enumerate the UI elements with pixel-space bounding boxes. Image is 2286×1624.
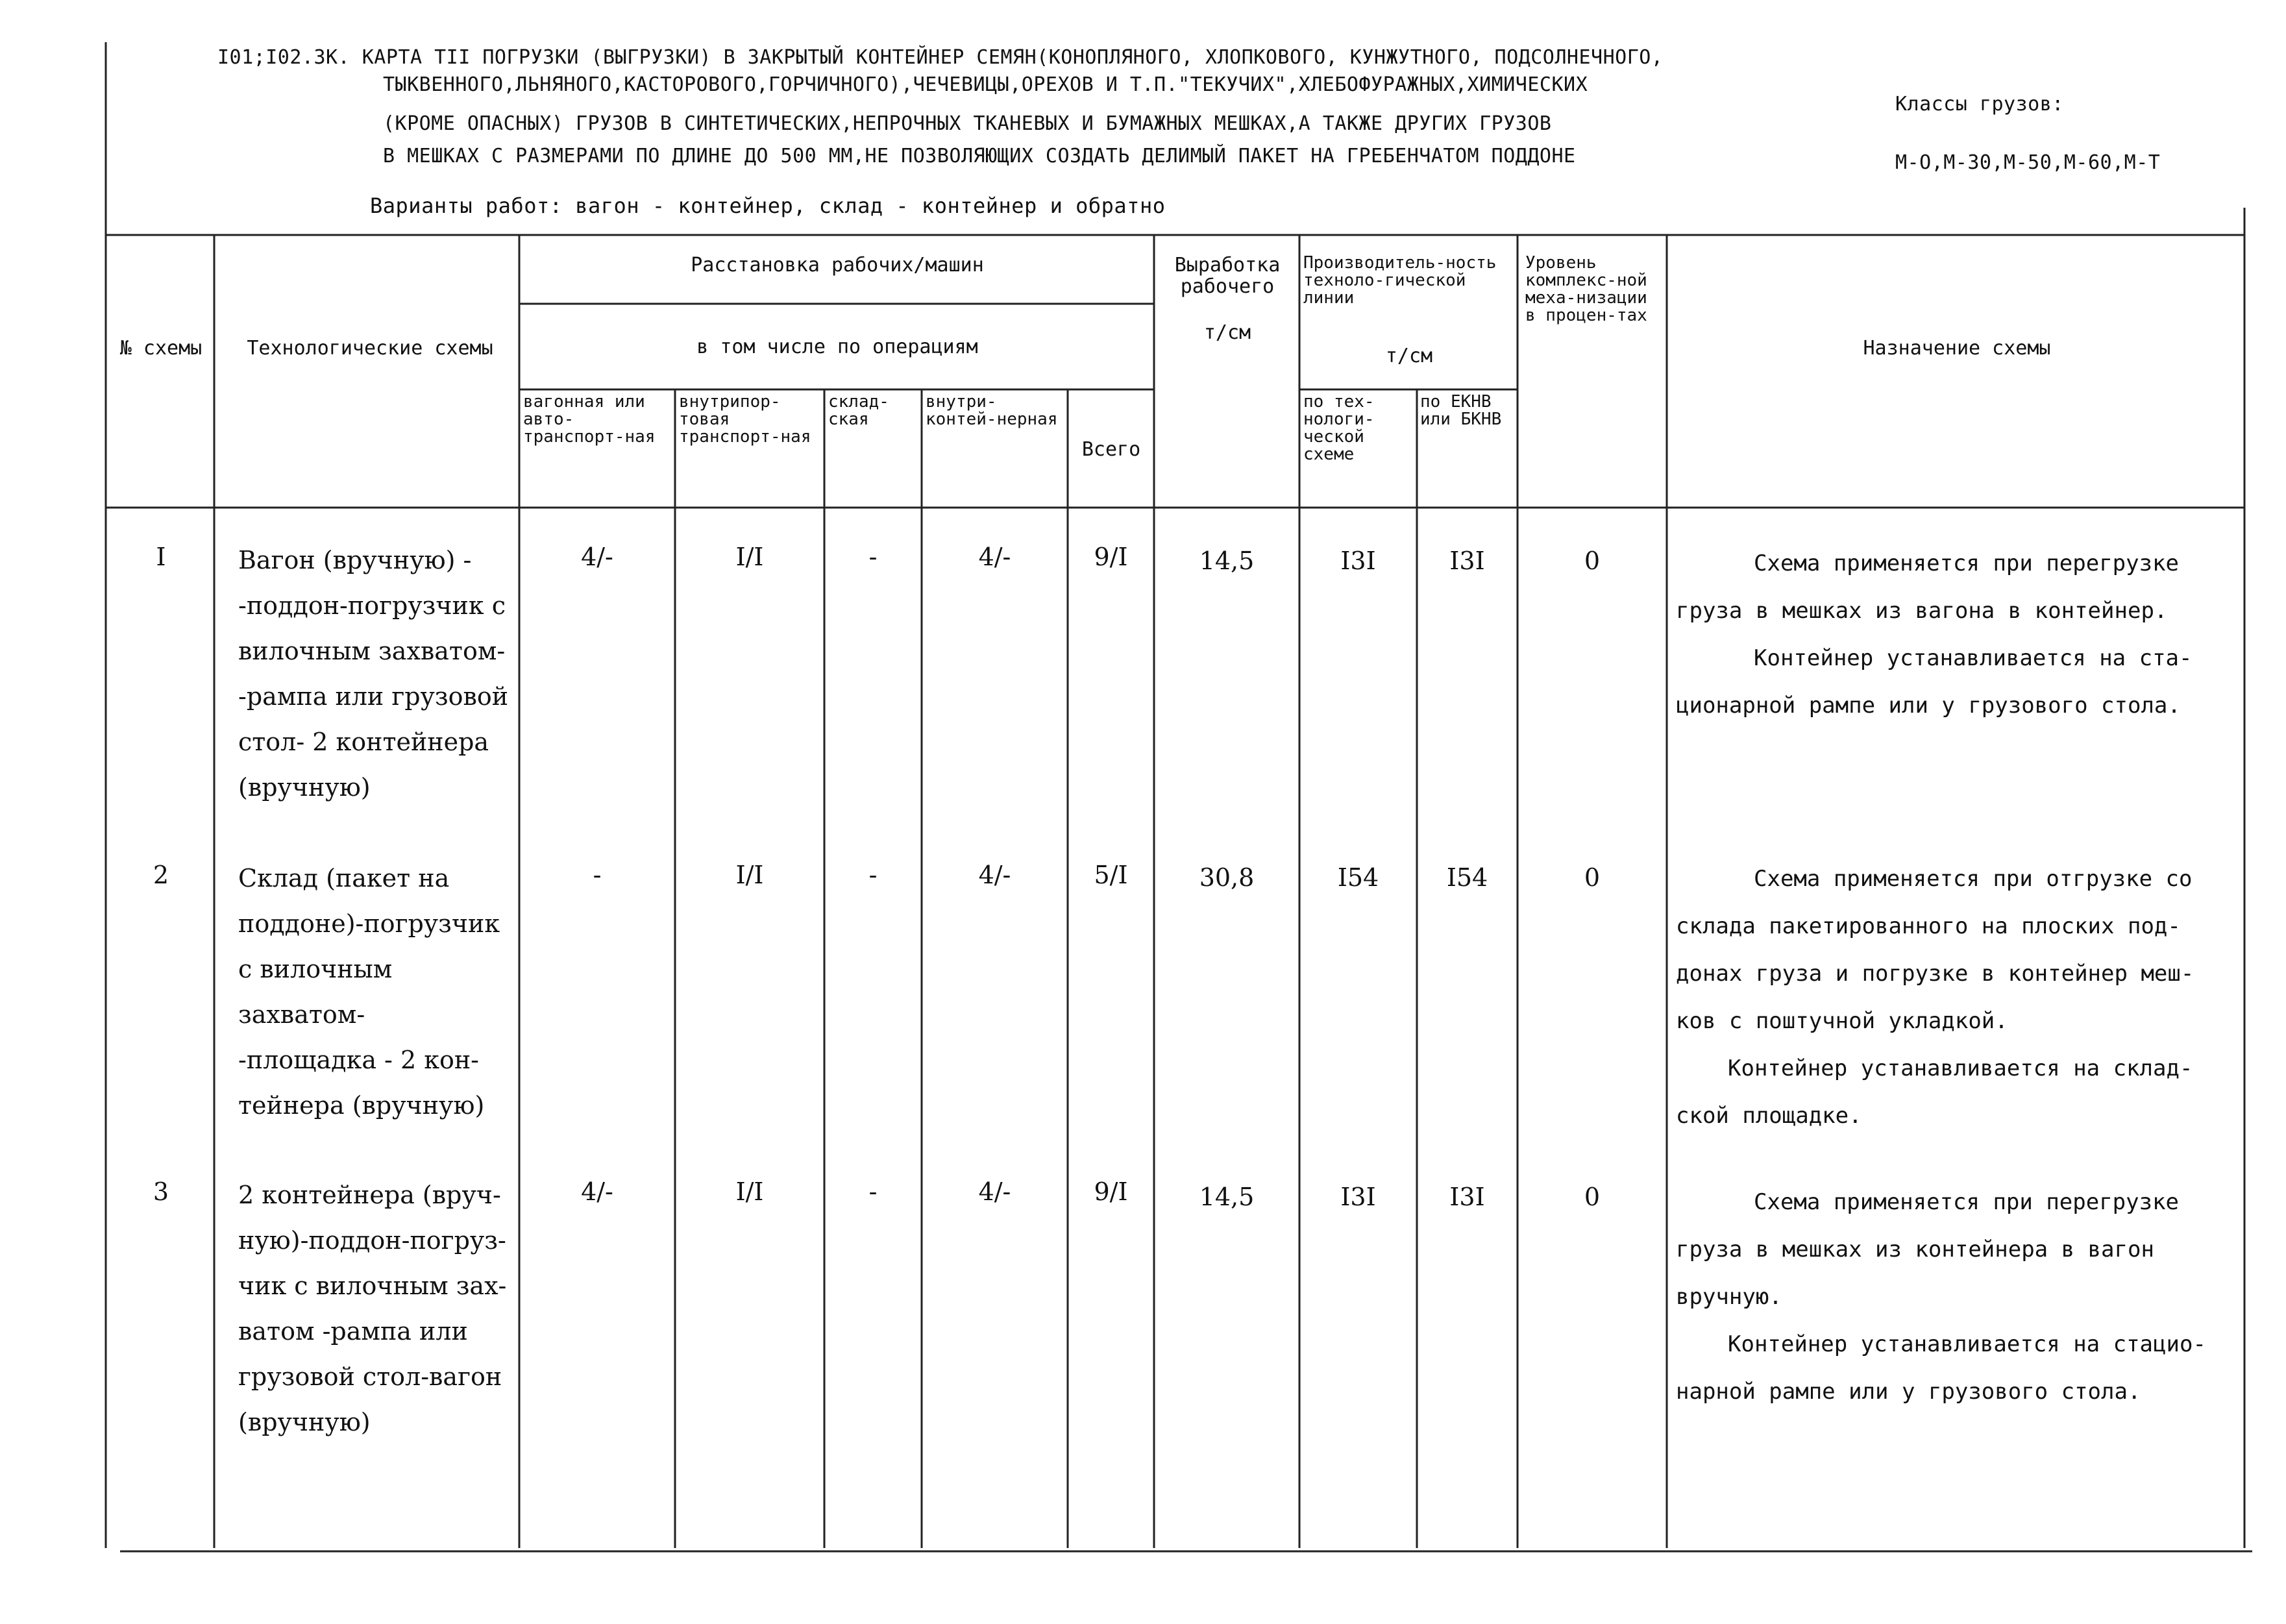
header-scheme-number: № схемы <box>119 337 203 360</box>
mechanization-level: 0 <box>1584 1183 1601 1211</box>
row-number: I <box>156 543 166 571</box>
row-number: 2 <box>153 861 169 889</box>
op-warehouse: - <box>868 861 878 889</box>
tech-scheme: Вагон (вручную) - -поддон-погрузчик с вилочным захватом- -рампа или грузовой стол- 2 контейнера (вручную) <box>238 546 509 802</box>
worker-output: 14,5 <box>1199 547 1255 575</box>
prod-by-ekhnv: I3I <box>1449 1183 1485 1211</box>
op-wagon: 4/- <box>581 543 613 571</box>
header-including-operations: в том числе по операциям <box>696 336 978 358</box>
prod-by-ekhnv: I3I <box>1449 547 1485 575</box>
tech-scheme: 2 контейнера (вруч- ную)-поддон-погруз- чик с вилочным зах- ватом -рампа или грузовой стол-вагон (вручную) <box>238 1181 507 1436</box>
header-output: Выработка рабочего <box>1174 254 1281 298</box>
prod-by-ekhnv: I54 <box>1446 863 1488 892</box>
header-op-intraport: внутрипор-товая транспорт-ная <box>679 392 811 447</box>
row-number: 3 <box>153 1177 169 1206</box>
header-op-intracontainer: внутри-контей-нерная <box>926 392 1058 429</box>
op-total: 5/I <box>1094 861 1128 889</box>
worker-output: 30,8 <box>1199 863 1255 892</box>
header-output-unit: т/см <box>1203 321 1251 344</box>
op-wagon: 4/- <box>581 1177 613 1206</box>
op-intraport: I/I <box>735 1177 764 1206</box>
doc-title-line-1: I01;I02.3К. КАРТА ТII ПОГРУЗКИ (ВЫГРУЗКИ) В ЗАКРЫТЫЙ КОНТЕЙНЕР СЕМЯН(КОНОПЛЯНОГО, ХЛОПКОВОГО, КУНЖУТНОГО, ПОДСОЛНЕЧНОГО, <box>217 46 1664 69</box>
tech-scheme: Склад (пакет на поддоне)-погрузчик с вилочным захватом- -площадка - 2 кон- тейнера (вручную) <box>238 864 500 1120</box>
scheme-purpose: Схема применяется при отгрузке со склада пакетированного на плоских под- донах груза и погрузке в контейнер меш- ков с поштучной укладкой. Контейнер устанавливается на склад- ской площадке. <box>1676 866 2194 1129</box>
mechanization-level: 0 <box>1584 863 1601 892</box>
op-total: 9/I <box>1094 543 1128 571</box>
prod-by-scheme: I54 <box>1337 863 1379 892</box>
doc-title-line-4: В МЕШКАХ С РАЗМЕРАМИ ПО ДЛИНЕ ДО 500 ММ,НЕ ПОЗВОЛЯЮЩИХ СОЗДАТЬ ДЕЛИМЫЙ ПАКЕТ НА ГРЕБЕНЧАТОМ ПОДДОНЕ <box>383 145 1576 167</box>
op-intracontainer: 4/- <box>978 543 1011 571</box>
op-intraport: I/I <box>735 861 764 889</box>
header-prod-by-ekhnv: по ЕКНВ или БКНВ <box>1420 392 1502 429</box>
header-mechanization: Уровень комплекс-ной меха-низации в процен-тах <box>1525 253 1647 325</box>
cargo-classes-value: М-О,М-30,М-50,М-60,М-Т <box>1895 151 2161 174</box>
worker-output: 14,5 <box>1199 1183 1255 1211</box>
doc-title-line-3: (КРОМЕ ОПАСНЫХ) ГРУЗОВ В СИНТЕТИЧЕСКИХ,НЕПРОЧНЫХ ТКАНЕВЫХ И БУМАЖНЫХ МЕШКАХ,А ТАКЖЕ ДРУГИХ ГРУЗОВ <box>383 112 1552 135</box>
header-purpose: Назначение схемы <box>1863 337 2051 360</box>
op-total: 9/I <box>1094 1177 1128 1206</box>
scheme-purpose: Схема применяется при перегрузке груза в мешках из вагона в контейнер. Контейнер устанавливается на ста- ционарной рампе или у грузового стола. <box>1676 550 2193 719</box>
header-productivity-unit: т/см <box>1385 345 1433 367</box>
prod-by-scheme: I3I <box>1340 1183 1376 1211</box>
prod-by-scheme: I3I <box>1340 547 1376 575</box>
op-intraport: I/I <box>735 543 764 571</box>
work-variants: Варианты работ: вагон - контейнер, склад - контейнер и обратно <box>370 193 1166 218</box>
op-warehouse: - <box>868 1177 878 1206</box>
doc-title-line-2: ТЫКВЕННОГО,ЛЬНЯНОГО,КАСТОРОВОГО,ГОРЧИЧНОГО),ЧЕЧЕВИЦЫ,ОРЕХОВ И Т.П."ТЕКУЧИХ",ХЛЕБОФУРАЖНЫХ,ХИМИЧЕСКИХ <box>383 73 1588 96</box>
header-op-warehouse: склад-ская <box>828 392 889 429</box>
header-op-wagon: вагонная или авто-транспорт-ная <box>523 392 656 447</box>
mechanization-level: 0 <box>1584 547 1601 575</box>
op-intracontainer: 4/- <box>978 1177 1011 1206</box>
op-wagon: - <box>593 861 602 889</box>
cargo-classes-label: Классы грузов: <box>1895 93 2064 116</box>
header-placement: Расстановка рабочих/машин <box>691 254 984 277</box>
header-prod-by-scheme: по тех-нологи-ческой схеме <box>1303 392 1375 464</box>
op-intracontainer: 4/- <box>978 861 1011 889</box>
header-productivity: Производитель-ность техноло-гической линии <box>1303 253 1497 308</box>
header-op-total: Всего <box>1081 438 1141 461</box>
header-tech-schemes: Технологические схемы <box>247 337 493 360</box>
scheme-purpose: Схема применяется при перегрузке груза в мешках из контейнера в вагон вручную. Контейнер устанавливается на стацио- нарной рампе или у грузового стола. <box>1676 1189 2206 1405</box>
op-warehouse: - <box>868 543 878 571</box>
